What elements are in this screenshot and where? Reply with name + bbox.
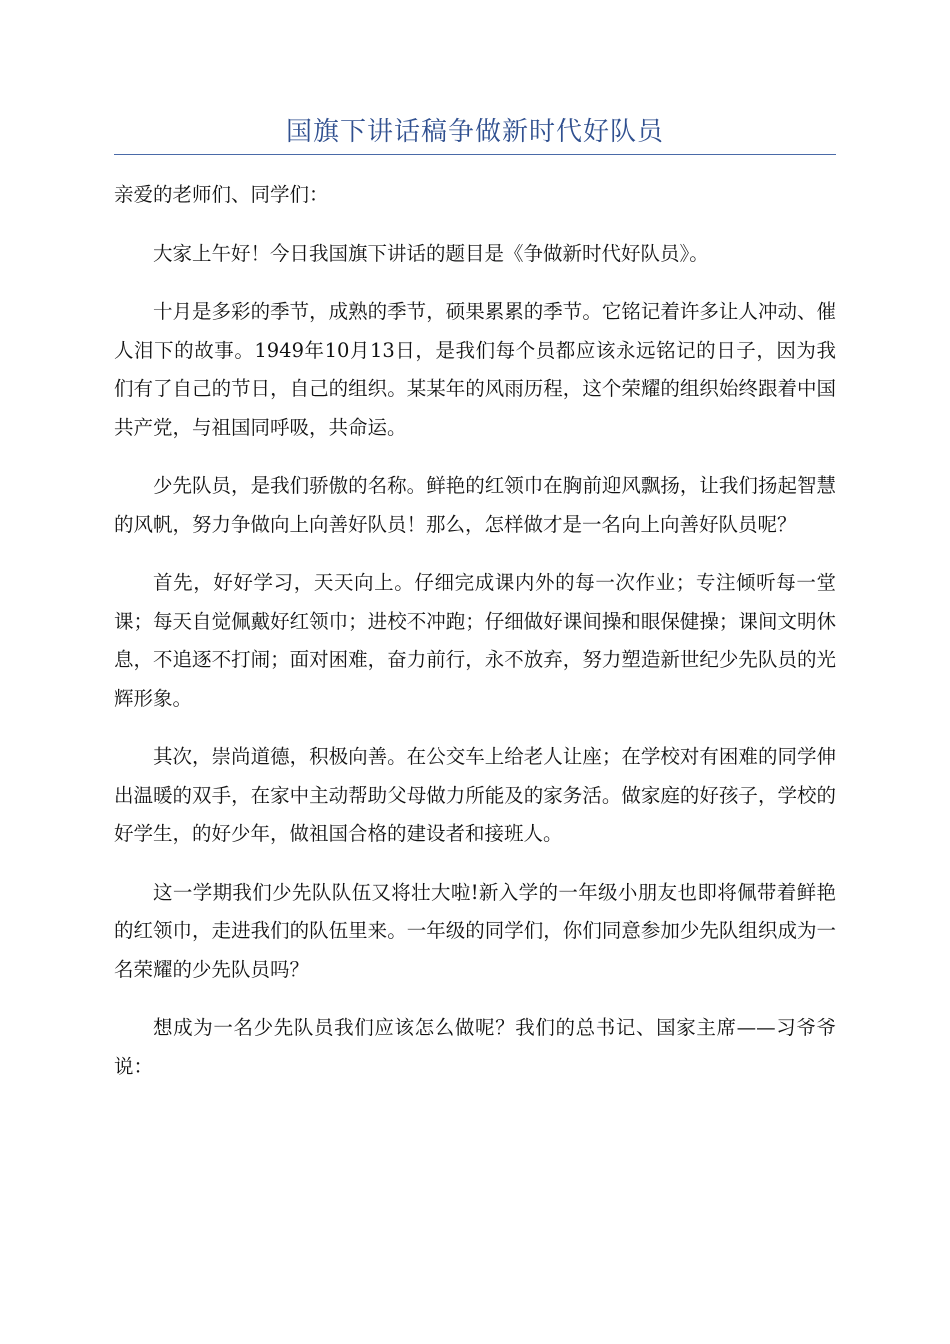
paragraph-greeting: 大家上午好！今日我国旗下讲话的题目是《争做新时代好队员》。 [153, 241, 709, 265]
paragraph-new-members: 这一学期我们少先队队伍又将壮大啦!新入学的一年级小朋友也即将佩带着鲜艳的红领巾，走进我们的队伍里来。一年级的同学们，你们同意参加少先队组织成为一名荣耀的少先队员吗？ [114, 880, 836, 981]
document-body [114, 176, 836, 1106]
title-underline [114, 154, 836, 155]
document-title: 国旗下讲话稿争做新时代好队员 [285, 117, 664, 147]
paragraph-how-to: 想成为一名少先队员我们应该怎么做呢？我们的总书记、国家主席——习爷爷说： [114, 1016, 836, 1078]
paragraph-second-morality: 其次，崇尚道德，积极向善。在公交车上给老人让座；在学校对有困难的同学伸出温暖的双手，在家中主动帮助父母做力所能及的家务活。做家庭的好孩子，学校的好学生，的好少年，做祖国合格的建设者和接班人。 [114, 745, 836, 845]
paragraph-first-study: 首先，好好学习，天天向上。仔细完成课内外的每一次作业；专注倾听每一堂课；每天自觉佩戴好红领巾；进校不冲跑；仔细做好课间操和眼保健操；课间文明休息，不追逐不打闹；面对困难，奋力前行，永不放弃，努力塑造新世纪少先队员的光辉形象。 [114, 571, 836, 710]
salutation: 亲爱的老师们、同学们： [114, 183, 329, 206]
paragraph-october: 十月是多彩的季节，成熟的季节，硕果累累的季节。它铭记着许多让人冲动、催人泪下的故事。1949年10月13日，是我们每个员都应该永远铭记的日子，因为我们有了自己的节日，自己的组织。某某年的风雨历程，这个荣耀的组织始终跟着中国共产党，与祖国同呼吸，共命运。 [114, 300, 836, 439]
paragraph-young-pioneers: 少先队员，是我们骄傲的名称。鲜艳的红领巾在胸前迎风飘扬，让我们扬起智慧的风帆，努力争做向上向善好队员！那么，怎样做才是一名向上向善好队员呢？ [114, 474, 836, 536]
